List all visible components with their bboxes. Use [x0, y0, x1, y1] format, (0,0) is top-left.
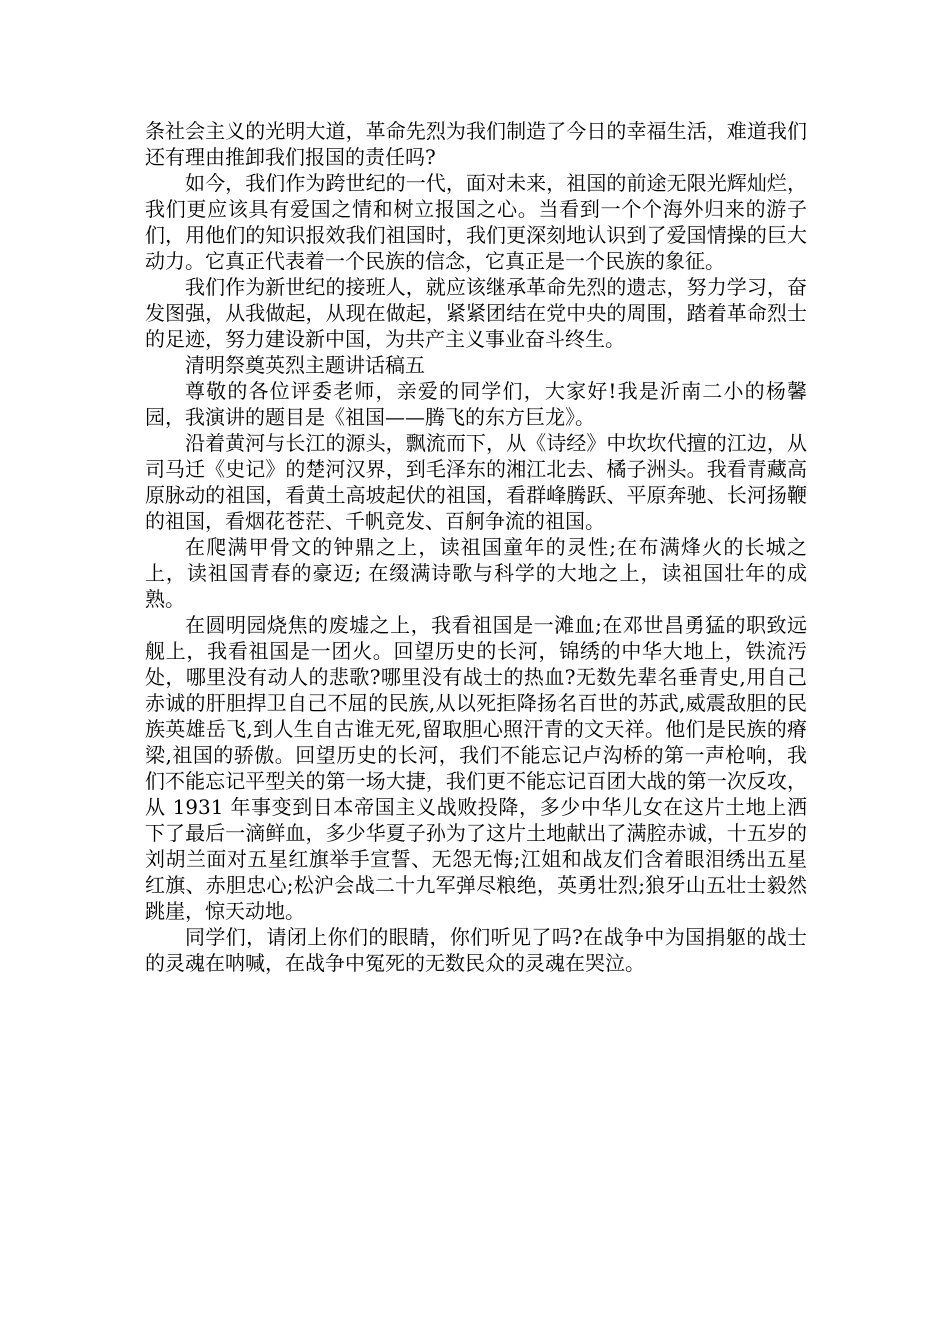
- paragraph: 在圆明园烧焦的废墟之上，我看祖国是一滩血;在邓世昌勇猛的职致远舰上，我看祖国是一团火。回望历史的长河，锦绣的中华大地上，铁流汚处，哪里没有动人的悲歌?哪里没有战士的热血?无数先辈名垂青史,用自己赤诚的肝胆捍卫自己不屈的民族,从以死拒降扬名百世的苏武,威震敌胆的民族英雄岳飞,到人生自古谁无死,留取胆心照汗青的文天祥。他们是民族的瘠梁,祖国的骄傲。回望历史的长河，我们不能忘记卢沟桥的第一声枪响，我们不能忘记平型关的第一场大捷，我们更不能忘记百团大战的第一次反攻，从 1931 年事变到日本帝国主义战败投降，多少中华儿女在这片土地上洒下了最后一滴鲜血，多少华夏子孙为了这片土地献出了满腔赤诚，十五岁的刘胡兰面对五星红旗举手宣誓、无怨无悔;江姐和战友们含着眼泪绣出五星红旗、赤胆忠心;松沪会战二十九军弹尽粮绝，英勇壮烈;狼牙山五壮士毅然跳崖，惊天动地。: [145, 613, 807, 923]
- section-heading: 清明祭奠英烈主题讲话稿五: [185, 353, 425, 377]
- document-page: [145, 118, 807, 976]
- paragraph: 尊敬的各位评委老师，亲爱的同学们，大家好!我是沂南二小的杨馨园，我演讲的题目是《祖国——腾飞的东方巨龙》。: [145, 379, 807, 429]
- paragraph: 如今，我们作为跨世纪的一代，面对未来，祖国的前途无限光辉灿烂，我们更应该具有爱国之情和树立报国之心。当看到一个个海外归来的游子们，用他们的知识报效我们祖国时，我们更深刻地认识到了爱国情操的巨大动力。它真正代表着一个民族的信念，它真正是一个民族的象征。: [145, 171, 807, 273]
- paragraph: 我们作为新世纪的接班人，就应该继承革命先烈的遗志，努力学习，奋发图强，从我做起，从现在做起，紧紧团结在党中央的周围，踏着革命烈士的足迹，努力建设新中国，为共产主义事业奋斗终生。: [145, 275, 807, 351]
- paragraph: 条社会主义的光明大道，革命先烈为我们制造了今日的幸福生活，难道我们还有理由推卸我们报国的责任吗?: [145, 119, 807, 169]
- paragraph: 在爬满甲骨文的钟鼎之上，读祖国童年的灵性;在布满烽火的长城之上，读祖国青春的豪迈; 在缀满诗歌与科学的大地之上，读祖国壮年的成熟。: [145, 535, 807, 611]
- paragraph: 沿着黄河与长江的源头，飘流而下，从《诗经》中坎坎代擅的江边，从司马迁《史记》的楚河汉界，到毛泽东的湘江北去、橘子洲头。我看青藏高原脉动的祖国，看黄土高坡起伏的祖国，看群峰腾跃、平原奔驰、长河扬鞭的祖国，看烟花苍茫、千帆竞发、百舸争流的祖国。: [145, 431, 807, 533]
- paragraph: 同学们，请闭上你们的眼睛，你们听见了吗?在战争中为国捐躯的战士的灵魂在呐喊，在战争中冤死的无数民众的灵魂在哭泣。: [145, 925, 807, 975]
